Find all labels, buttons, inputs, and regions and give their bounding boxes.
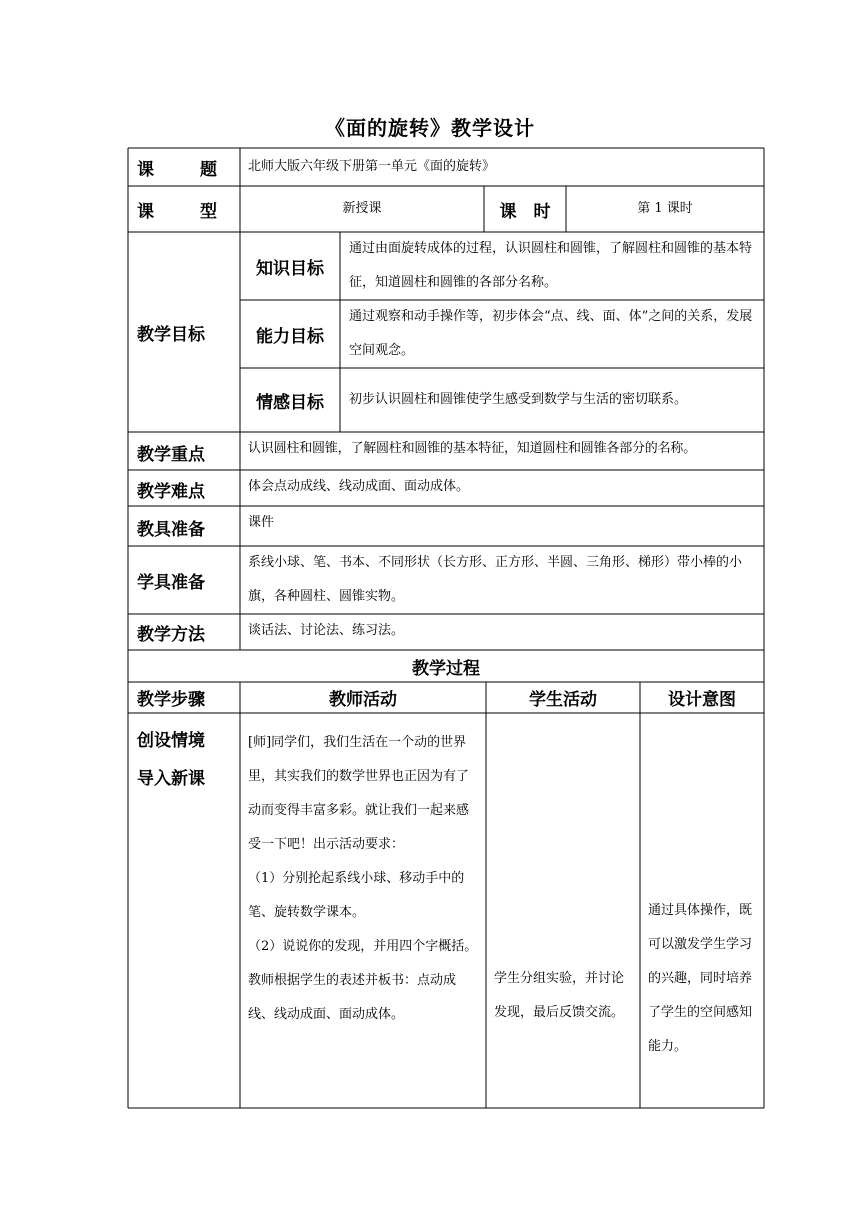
teacher-activity-summary: 教师根据学生的表述并板书：点动成线、线动成面、面动成体。 — [248, 973, 457, 1022]
knowledge-objective-label: 知识目标 — [256, 258, 324, 279]
teacher-activity-item2: （2）说说你的发现，并用四个字概括。 — [248, 939, 478, 954]
step-name-line1: 创设情境 — [137, 731, 205, 751]
teacher-tools-label: 教具准备 — [137, 520, 205, 540]
ability-objective-text: 通过观察和动手操作等，初步体会“点、线、面、体”之间的关系，发展空间观念。 — [349, 309, 753, 358]
design-intent: 通过具体操作，既可以激发学生学习的兴趣，同时培养了学生的空间感知能力。 — [648, 903, 753, 1054]
key-point-text: 认识圆柱和圆锥，了解圆柱和圆锥的基本特征，知道圆柱和圆锥各部分的名称。 — [248, 441, 697, 456]
knowledge-objective-text: 通过由面旋转成体的过程，认识圆柱和圆锥，了解圆柱和圆锥的基本特征，知道圆柱和圆锥的各部分名称。 — [349, 241, 753, 290]
topic-label-char1: 课 — [137, 159, 154, 180]
period-value: 第 1 课时 — [637, 201, 693, 216]
teacher-activity — [248, 726, 480, 1032]
period-label: 课 时 — [499, 201, 551, 222]
process-title: 教学过程 — [412, 658, 480, 679]
difficulty-label: 教学难点 — [137, 482, 205, 502]
header-steps: 教学步骤 — [137, 690, 205, 710]
emotion-objective-label: 情感目标 — [256, 392, 324, 413]
header-design-intent: 设计意图 — [668, 690, 736, 710]
student-activity: 学生分组实验，并讨论发现，最后反馈交流。 — [494, 971, 625, 1020]
student-tools-label: 学具准备 — [137, 572, 205, 593]
step-name-line2: 导入新课 — [137, 769, 205, 789]
document-title: 《面的旋转》教学设计 — [325, 116, 535, 140]
key-point-label: 教学重点 — [137, 445, 205, 465]
emotion-objective-text: 初步认识圆柱和圆锥使学生感受到数学与生活的密切联系。 — [349, 392, 688, 407]
type-label — [137, 186, 217, 232]
student-tools-text: 系线小球、笔、书本、不同形状（长方形、正方形、半圆、三角形、梯形）带小棒的小旗，各种圆柱、圆锥实物。 — [248, 555, 743, 604]
method-label: 教学方法 — [137, 625, 205, 645]
type-value: 新授课 — [342, 201, 382, 216]
topic-label — [137, 148, 217, 186]
objectives-label: 教学目标 — [137, 324, 205, 345]
teacher-activity-item1: （1）分别抡起系线小球、移动手中的笔、旋转数学课本。 — [248, 871, 465, 920]
topic-value: 北师大版六年级下册第一单元《面的旋转》 — [248, 159, 496, 174]
teacher-activity-intro: [师]同学们，我们生活在一个动的世界里，其实我们的数学世界也正因为有了动而变得丰富多彩。就让我们一起来感受一下吧！出示活动要求： — [248, 735, 470, 852]
ability-objective-label: 能力目标 — [256, 326, 324, 347]
type-label-char2: 型 — [200, 201, 217, 222]
method-text: 谈话法、讨论法、练习法。 — [248, 623, 405, 638]
type-label-char1: 课 — [137, 201, 154, 222]
header-teacher-activity: 教师活动 — [329, 690, 397, 710]
difficulty-text: 体会点动成线、线动成面、面动成体。 — [248, 479, 470, 494]
teacher-tools-text: 课件 — [248, 515, 275, 530]
header-student-activity: 学生活动 — [529, 690, 597, 710]
step-name — [137, 722, 237, 798]
topic-label-char2: 题 — [200, 159, 217, 180]
